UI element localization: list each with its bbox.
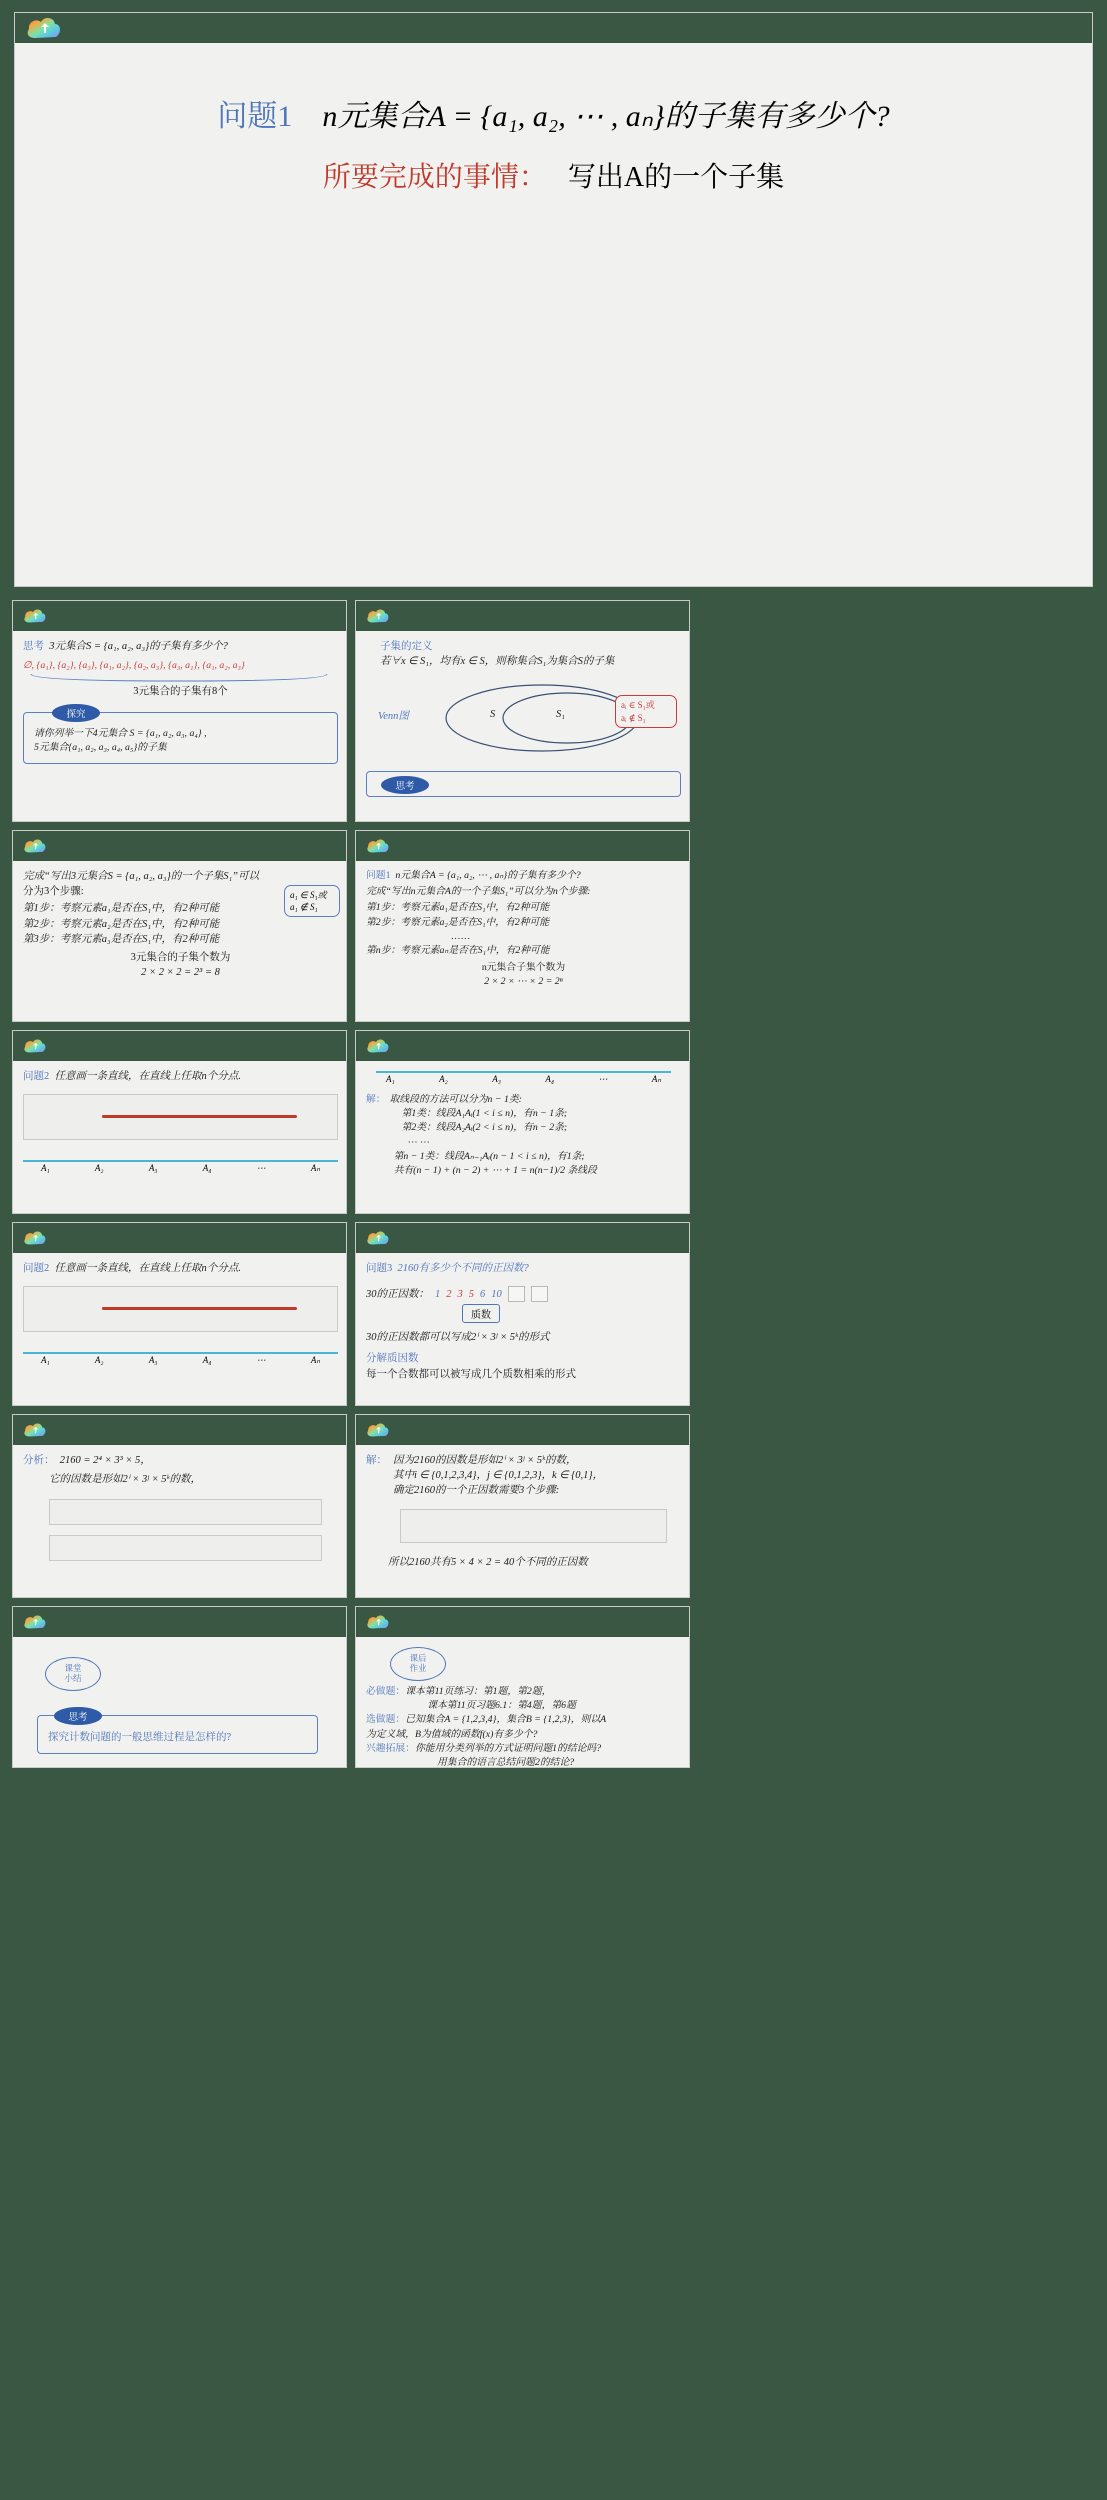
slide-12-required-line-1: 课本第11页练习：第1题，第2题， — [405, 1686, 552, 1697]
point-label: A₂ — [94, 1355, 104, 1366]
slide-9-header — [13, 1415, 346, 1445]
cloud-logo-icon — [365, 1036, 391, 1056]
cloud-logo-icon — [365, 606, 391, 626]
slide-12-optional-line-2: 为定义域，B为值域的函数f(x)有多少个? — [366, 1728, 538, 1740]
slide-11-think-box — [37, 1715, 318, 1754]
slide-3[interactable] — [12, 830, 347, 1022]
slide-8-divisor-row — [366, 1286, 681, 1302]
divisor-value: 6 — [480, 1288, 486, 1300]
slide-8-question-line — [366, 1261, 681, 1276]
cloud-logo-icon — [22, 1612, 48, 1632]
slide-4-body — [356, 861, 689, 1021]
slide-1-label: 思考 — [23, 641, 44, 652]
slide-row-4 — [0, 1222, 1107, 1406]
cloud-logo-icon — [22, 1228, 48, 1248]
slide-3-line-2: 分为3个步骤: — [23, 886, 84, 898]
slide-12-optional-label: 选做题： — [366, 1714, 406, 1726]
slide-9-blank-box-1 — [49, 1499, 322, 1525]
divisor-empty-box — [508, 1286, 525, 1302]
slide-3-sum-line-1: 3元集合的子集个数为 — [130, 952, 231, 964]
slide-7-header — [13, 1223, 346, 1253]
slide-2-bubble-line-2: aᵢ ∉ S₁ — [621, 712, 646, 723]
point-label: ⋯ — [256, 1355, 266, 1366]
slide-3-sum-line-2: 2 × 2 × 2 = 2³ = 8 — [141, 967, 220, 979]
slide-6-points-figure — [376, 1071, 671, 1085]
slide-10-line-4: 所以2160共有5 × 4 × 2 = 40个不同的正因数 — [388, 1556, 588, 1568]
slide-10-line-3: 确定2160的一个正因数需要3个步骤: — [393, 1485, 560, 1497]
point-label: ⋯ — [256, 1163, 266, 1174]
divisor-value: 10 — [491, 1288, 502, 1300]
slide-5[interactable] — [12, 1030, 347, 1214]
hero-line1-text: n元集合A = {a₁, a₂, ⋯ , aₙ}的子集有多少个? — [322, 100, 890, 133]
slide-row-2 — [0, 830, 1107, 1022]
slide-3-step-3: 第3步：考察元素a₃是否在S₁中，有2种可能 — [23, 933, 220, 945]
slide-4-label: 问题1 — [366, 870, 391, 881]
slide-10-line-1: 因为2160的因数是形如2ⁱ × 3ʲ × 5ᵏ的数， — [393, 1455, 577, 1466]
slide-2-body — [356, 631, 689, 821]
slide-3-bubble — [284, 885, 340, 917]
cloud-logo-icon — [24, 13, 64, 43]
slide-1-caption: 3元集合的子集有8个 — [133, 686, 228, 698]
slide-5-red-line — [102, 1115, 297, 1118]
slide-1-question-line — [23, 639, 338, 654]
point-label: A₄ — [202, 1355, 212, 1366]
slide-5-question: 任意画一条直线，在直线上任取n个分点. — [54, 1071, 241, 1082]
slide-3-step-2: 第2步：考察元素a₂是否在S₁中，有2种可能 — [23, 918, 220, 930]
slide-5-line-frame — [23, 1094, 338, 1140]
hero-slide-body — [15, 43, 1092, 556]
slide-8-label: 问题3 — [366, 1263, 393, 1274]
cloud-logo-icon — [365, 1612, 391, 1632]
slide-11-header — [13, 1607, 346, 1637]
slide-12-required-line-2: 课本第11页习题6.1：第4题，第6题 — [427, 1700, 576, 1712]
slide-thumbnail-grid — [0, 600, 1107, 1776]
slide-12-body — [356, 1637, 689, 1767]
point-label: A₂ — [439, 1074, 448, 1084]
slide-3-header — [13, 831, 346, 861]
slide-1-explore-line-1: 请你列举一下4元集合 S = {a₁, a₂, a₃, a₄} , — [34, 727, 207, 739]
slide-4-question: n元集合A = {a₁, a₂, ⋯ , aₙ}的子集有多少个? — [395, 870, 581, 881]
slide-1-brace — [29, 673, 332, 683]
slide-4-header — [356, 831, 689, 861]
slide-7-red-line — [102, 1307, 297, 1310]
slide-7-label: 问题2 — [23, 1263, 50, 1274]
point-label: A₄ — [545, 1074, 554, 1084]
slide-1-explore-box — [23, 709, 338, 764]
slide-11-think-text: 探究计数问题的一般思维过程是怎样的? — [48, 1732, 232, 1743]
hero-slide-header — [15, 13, 1092, 43]
slide-4-line-1: 完成“写出n元集合A的一个子集S₁”可以分为n个步骤: — [366, 886, 591, 898]
slide-11-body — [13, 1637, 346, 1767]
slide-11[interactable] — [12, 1606, 347, 1768]
slide-row-5 — [0, 1414, 1107, 1598]
slide-6-solution — [366, 1093, 681, 1178]
hero-line2-text: 写出A的一个子集 — [567, 162, 785, 193]
slide-2[interactable] — [355, 600, 690, 822]
cloud-logo-icon — [365, 1228, 391, 1248]
slide-12-optional — [366, 1713, 681, 1727]
slide-11-summary-oval — [45, 1657, 101, 1691]
slide-9[interactable] — [12, 1414, 347, 1598]
point-label: A₃ — [148, 1163, 158, 1174]
slide-10[interactable] — [355, 1414, 690, 1598]
point-label: A₄ — [202, 1163, 212, 1174]
slide-4-step-1: 第1步：考察元素a₁是否在S₁中，有2种可能 — [366, 902, 550, 914]
slide-2-header — [356, 601, 689, 631]
cloud-logo-icon — [22, 1036, 48, 1056]
slide-11-oval-line-1: 课堂 — [64, 1663, 82, 1674]
slide-11-oval-line-2: 小结 — [64, 1673, 82, 1683]
point-label: A₁ — [386, 1074, 395, 1084]
slide-12-oval-line-2: 作业 — [409, 1663, 427, 1673]
slide-12-oval-line-1: 课后 — [409, 1653, 427, 1664]
slide-1-header — [13, 601, 346, 631]
slide-12-header — [356, 1607, 689, 1637]
slide-2-venn-area — [366, 679, 681, 757]
slide-9-line-2: 它的因数是形如2ⁱ × 3ʲ × 5ᵏ的数， — [49, 1474, 201, 1486]
point-label: Aₙ — [310, 1163, 320, 1174]
slide-10-solution — [366, 1453, 681, 1499]
slide-1-body — [13, 631, 346, 821]
slide-3-step-1: 第1步：考察元素a₁是否在S₁中，有2种可能 — [23, 903, 220, 915]
slide-7-question: 任意画一条直线，在直线上任取n个分点. — [54, 1263, 241, 1274]
slide-1-question: 3元集合S = {a₁, a₂, a₃}的子集有多少个? — [49, 641, 228, 652]
slide-row-3 — [0, 1030, 1107, 1214]
slide-12-extension-line-2: 用集合的语言总结问题2的结论? — [436, 1757, 575, 1769]
slide-8-question: 2160有多少个不同的正因数? — [397, 1263, 529, 1274]
slide-7-question-line — [23, 1261, 338, 1276]
cloud-logo-icon — [22, 836, 48, 856]
slide-4-dots: …… — [450, 930, 471, 942]
point-label: Aₙ — [310, 1355, 320, 1366]
slide-5-point-labels — [23, 1163, 338, 1174]
prime-pill: 质数 — [462, 1304, 500, 1323]
slide-3-bubble-line-2: a₁ ∉ S₁ — [290, 902, 318, 913]
slide-6-dots: ⋯ ⋯ — [407, 1136, 430, 1148]
slide-1-subset-list: ∅, {a₁}, {a₂}, {a₃}, {a₁, a₂}, {a₂, a₃}, {a₃, a₁}, {a₁, a₂, a₃} — [23, 660, 245, 672]
slide-8-body — [356, 1253, 689, 1405]
slide-9-label: 分析： — [23, 1455, 55, 1466]
slide-10-body — [356, 1445, 689, 1597]
cloud-logo-icon — [22, 606, 48, 626]
venn-inner-label: S₁ — [556, 709, 565, 721]
slide-6-solve-label: 解： — [366, 1094, 386, 1105]
slide-9-analysis-line — [23, 1453, 338, 1468]
slide-4-question-line — [366, 869, 681, 883]
point-label: A₃ — [148, 1355, 158, 1366]
cloud-logo-icon — [365, 836, 391, 856]
slide-5-label: 问题2 — [23, 1071, 50, 1082]
slide-12-optional-line-1: 已知集合A = {1,2,3,4}，集合B = {1,2,3}，则以A — [405, 1714, 607, 1726]
slide-2-definition: 若∀x ∈ S₁，均有x ∈ S，则称集合S₁为集合S的子集 — [380, 656, 615, 668]
slide-6-class-1: 第1类：线段A₁Aᵢ(1 < i ≤ n)，有n − 1条; — [401, 1108, 568, 1120]
slide-8-header — [356, 1223, 689, 1253]
slide-7-points-figure — [23, 1352, 338, 1366]
slide-12-required — [366, 1685, 681, 1713]
slide-10-line-2: 其中i ∈ {0,1,2,3,4}，j ∈ {0,1,2,3}，k ∈ {0,1}， — [393, 1470, 604, 1482]
slide-3-body — [13, 861, 346, 1021]
slide-10-solve-label: 解： — [366, 1455, 387, 1466]
slide-12-extension — [366, 1742, 681, 1770]
slide-4-step-2: 第2步：考察元素a₂是否在S₁中，有2种可能 — [366, 916, 550, 928]
slide-3-line-1: 完成“写出3元集合S = {a₁, a₂, a₃}的一个子集S₁”可以 — [23, 871, 260, 882]
slide-6-blue-line — [376, 1071, 671, 1073]
divisor-value: 3 — [457, 1288, 463, 1300]
divisor-value: 1 — [435, 1288, 441, 1300]
slide-9-line-1: 2160 = 2⁴ × 3³ × 5， — [59, 1455, 151, 1466]
divisor-value: 2 — [446, 1288, 452, 1300]
slide-5-blue-line — [23, 1160, 338, 1162]
slide-2-think-box — [366, 771, 681, 797]
slide-row-1 — [0, 600, 1107, 822]
venn-label: Venn图 — [378, 711, 409, 723]
slide-10-header — [356, 1415, 689, 1445]
hero-line1-label: 问题1 — [217, 100, 293, 133]
slide-row-6 — [0, 1606, 1107, 1768]
slide-5-body — [13, 1061, 346, 1213]
point-label: ⋯ — [598, 1074, 608, 1084]
slide-7-line-frame — [23, 1286, 338, 1332]
slide-6-point-labels — [376, 1074, 671, 1085]
slide-7-body — [13, 1253, 346, 1405]
slide-9-body — [13, 1445, 346, 1597]
hero-line-1 — [15, 91, 1092, 135]
think-pill: 思考 — [54, 1707, 102, 1725]
slide-4-step-n: 第n步：考察元素aₙ是否在S₁中，有2种可能 — [366, 945, 550, 957]
cloud-logo-icon — [365, 1420, 391, 1440]
slide-8-line-2: 分解质因数 — [366, 1353, 419, 1365]
slide-12-extension-line-1: 你能用分类列举的方式证明问题1的结论吗? — [414, 1742, 602, 1754]
point-label: Aₙ — [651, 1074, 661, 1084]
slide-12-homework-oval — [390, 1647, 446, 1681]
slide-6-class-2: 第2类：线段A₂Aᵢ(2 < i ≤ n)，有n − 2条; — [401, 1122, 568, 1134]
slide-6-total: 共有(n − 1) + (n − 2) + ⋯ + 1 = n(n−1)/2 条线段 — [393, 1165, 597, 1177]
slide-12-extension-label: 兴趣拓展： — [366, 1742, 415, 1754]
divisor-value: 5 — [468, 1288, 474, 1300]
slide-1-explore-line-2: 5元集合{a₁, a₂, a₃, a₄, a₅}的子集 — [34, 741, 167, 753]
slide-6-body — [356, 1061, 689, 1213]
slide-2-title: 子集的定义 — [380, 641, 433, 652]
slide-8-line-3: 每一个合数都可以被写成几个质数相乘的形式 — [366, 1368, 576, 1380]
slide-5-points-figure — [23, 1160, 338, 1174]
slide-6-class-n: 第n − 1类：线段Aₙ₋₁Aᵢ(n − 1 < i ≤ n)，有1条; — [393, 1150, 585, 1162]
slide-4-sum-line-1: n元集合子集个数为 — [481, 962, 566, 974]
hero-line2-label: 所要完成的事情： — [322, 162, 547, 193]
slide-2-bubble-line-1: aᵢ ∈ S₁或 — [621, 700, 655, 711]
cloud-logo-icon — [22, 1420, 48, 1440]
slide-8-line-1: 30的正因数都可以写成2ⁱ × 3ʲ × 5ᵏ的形式 — [366, 1332, 550, 1344]
slide-9-blank-box-2 — [49, 1535, 322, 1561]
explore-pill: 探究 — [52, 704, 100, 722]
slide-6-header — [356, 1031, 689, 1061]
point-label: A₁ — [41, 1163, 50, 1174]
slide-8-divisor-label: 30的正因数： — [366, 1288, 429, 1300]
slide-3-bubble-line-1: a₁ ∈ S₁或 — [290, 890, 327, 900]
slide-7-point-labels — [23, 1355, 338, 1366]
slide-1[interactable] — [12, 600, 347, 822]
slide-4[interactable] — [355, 830, 690, 1022]
slide-5-header — [13, 1031, 346, 1061]
divisor-empty-box — [531, 1286, 548, 1302]
slide-6[interactable] — [355, 1030, 690, 1214]
hero-line-2 — [15, 155, 1092, 195]
point-label: A₁ — [41, 1355, 50, 1366]
slide-4-sum-line-2: 2 × 2 × ⋯ × 2 = 2ⁿ — [484, 976, 563, 988]
slide-2-bubble — [615, 695, 677, 727]
slide-10-blank-box — [400, 1509, 667, 1543]
point-label: A₂ — [94, 1163, 104, 1174]
venn-diagram-icon — [442, 681, 642, 755]
slide-8-prime-pill-area — [366, 1302, 681, 1322]
slide-8[interactable] — [355, 1222, 690, 1406]
slide-12[interactable] — [355, 1606, 690, 1768]
hero-slide[interactable] — [14, 12, 1093, 587]
point-label: A₃ — [492, 1074, 501, 1084]
slide-12-required-label: 必做题： — [366, 1686, 406, 1697]
slide-6-line-1: 取线段的方法可以分为n − 1类: — [389, 1094, 522, 1105]
slide-5-question-line — [23, 1069, 338, 1084]
venn-outer-label: S — [490, 709, 496, 721]
slide-7-blue-line — [23, 1352, 338, 1354]
slide-7[interactable] — [12, 1222, 347, 1406]
think-pill: 思考 — [381, 776, 429, 794]
